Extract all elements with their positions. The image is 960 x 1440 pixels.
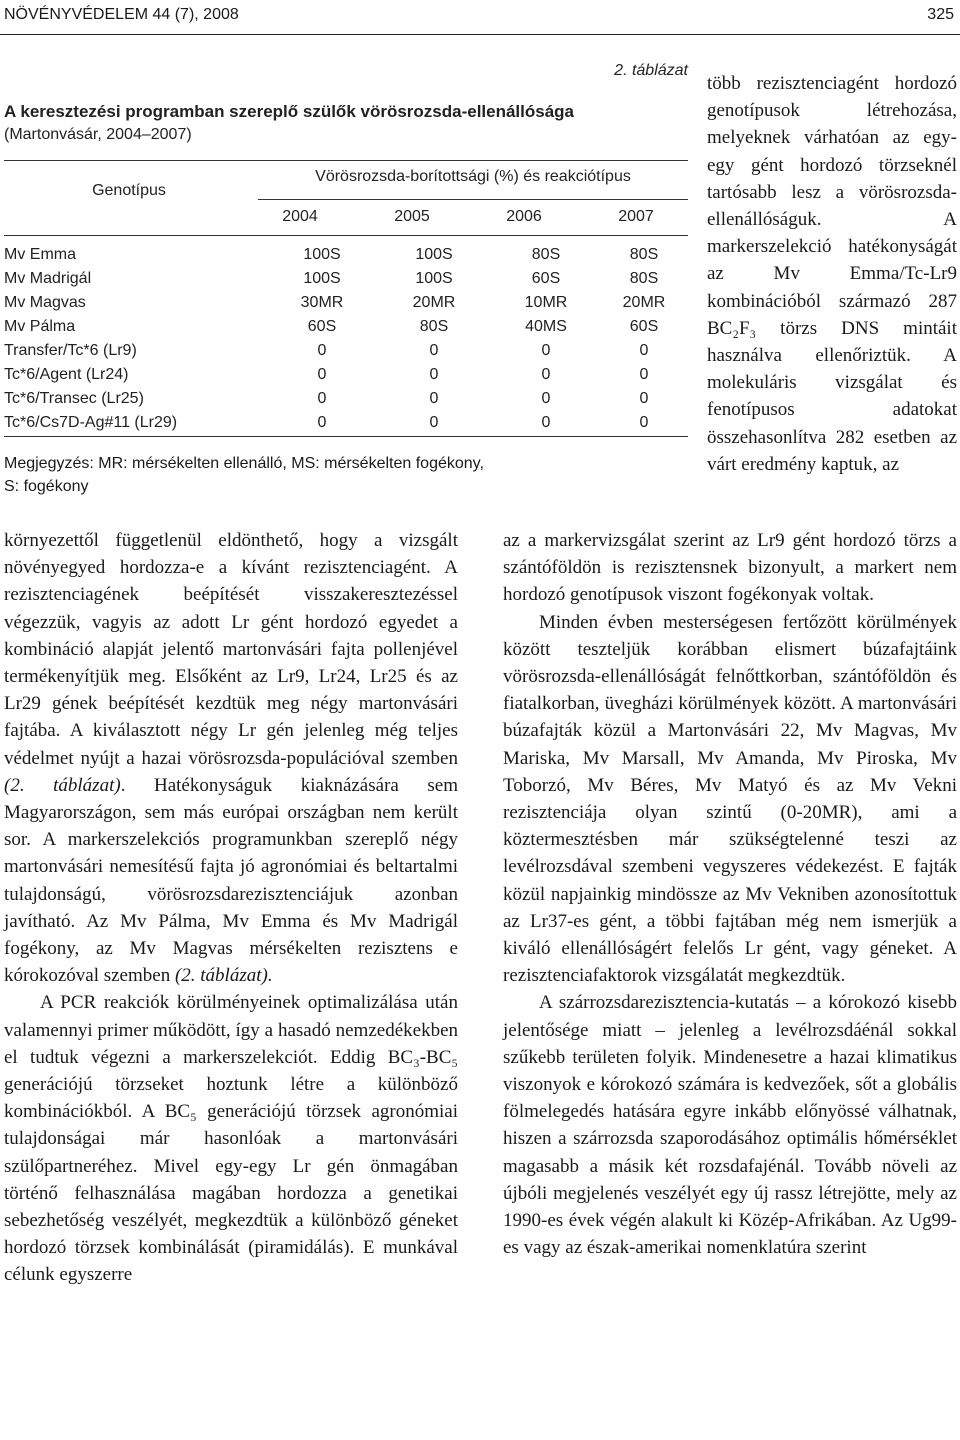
genotype-cell: Mv Pálma [4, 318, 76, 335]
header-year: 2004 [282, 208, 318, 225]
value-cell: 0 [639, 414, 649, 431]
table-reference: (2. táblázat). [174, 965, 273, 987]
value-cell: 60S [531, 270, 561, 287]
genotype-cell: Mv Magvas [4, 294, 86, 311]
value-cell: 30MR [300, 294, 344, 311]
header-genotype: Genotípus [92, 182, 166, 199]
table-row [4, 390, 688, 414]
value-cell: 100S [303, 246, 341, 263]
header-year: 2005 [394, 208, 430, 225]
text-run: környezettől függetlenül eldönthető, hogy a vizsgált növényegyed hordozza-e a kívánt rezisztenciagént. A rezisztenciagének beépítését visszakeresztezéssel végezzük, vagyis az adott Lr gént hordozó egyedet a kombináció alapját jelentő martonvásári fajta pollenjével termékenyítjük meg. Elsőként az Lr9, Lr24, Lr25 és az Lr29 gének beépítését kezdtük meg négy martonvásári fajtába. A kiválasztott négy Lr gén jelenleg még teljes védelmet nyújt a hazai vörösrozsda-populációval szemben [4, 530, 458, 769]
table-row [4, 342, 688, 366]
genotype-cell: Mv Madrigál [4, 270, 92, 287]
header-bottom-rule [4, 235, 688, 236]
value-cell: 80S [629, 246, 659, 263]
genotype-cell: Tc*6/Cs7D-Ag#11 (Lr29) [4, 414, 178, 431]
value-cell: 100S [415, 270, 453, 287]
page-number: 325 [927, 6, 954, 23]
value-cell: 100S [303, 270, 341, 287]
value-cell: 0 [429, 366, 439, 383]
value-cell: 0 [541, 414, 551, 431]
value-cell: 80S [419, 318, 449, 335]
table-bottom-rule [4, 436, 688, 437]
value-cell: 0 [429, 342, 439, 359]
paragraph: Minden évben mesterségesen fertőzött körülmények között teszteljük korábban elismert búzafajtáink vörösrozsda-ellenállóságát felnőttkorban, szántóföldön és fiatalkorban, üvegházi körülmények között. A martonvásári búzafajták közül a Martonvásári 22, Mv Magvas, Mv Mariska, Mv Marsall, Mv Amanda, Mv Piroska, Mv Toborzó, Mv Béres, Mv Matyó és az Mv Vekni rezisztenciája olyan szintű (0-20MR), ami a köztermesztésben már szükségtelenné teszi az levélrozsdával szembeni vegyszeres védekezést. E fajták közül napjainkig mindössze az Mv Vekniben azonosítottuk az Lr37-es gént, a többi fajtában még nem ismerjük a kiváló ellenállóságért felelős Lr gént, vagy géneket. A rezisztenciafaktorok vizsgálatát megkezdtük. [503, 611, 957, 987]
table-top-rule [4, 160, 688, 161]
right-column [503, 527, 957, 1261]
running-head [0, 0, 960, 35]
value-cell: 0 [317, 342, 327, 359]
table-title: A keresztezési programban szereplő szülők vörösrozsda-ellenállósága [4, 102, 575, 121]
value-cell: 100S [415, 246, 453, 263]
text-run: . Hatékonyságuk kiaknázására sem Magyarországon, sem más európai országban nem került sor. A markerszelekciós programunkban szereplő négy martonvásári nemesítésű fajta jó agronómiai és beltartalmi tulajdonságú, vörösrozsdarezisztenciájuk azonban javítható. Az Mv Pálma, Mv Emma és Mv Madrigál fogékony, az Mv Magvas mérsékelten rezisztens e kórokozóval szemben [4, 774, 458, 987]
header-year: 2007 [618, 208, 654, 225]
table-row [4, 318, 688, 342]
footnote-line: Megjegyzés: MR: mérsékelten ellenálló, MS: mérsékelten fogékony, [4, 455, 484, 472]
table-reference: (2. táblázat) [4, 774, 121, 796]
value-cell: 20MR [622, 294, 666, 311]
table-row [4, 246, 688, 270]
footnote-line: S: fogékony [4, 478, 89, 495]
table-subtitle: (Martonvásár, 2004–2007) [4, 126, 192, 143]
value-cell: 0 [317, 414, 327, 431]
journal-citation: NÖVÉNYVÉDELEM 44 (7), 2008 [4, 6, 239, 23]
left-column [4, 527, 458, 1289]
value-cell: 0 [541, 366, 551, 383]
value-cell: 40MS [525, 318, 567, 335]
table-number: 2. táblázat [614, 62, 688, 79]
value-cell: 80S [531, 246, 561, 263]
table-row [4, 294, 688, 318]
value-cell: 0 [541, 390, 551, 407]
value-cell: 20MR [412, 294, 456, 311]
paragraph: A PCR reakciók körülményeinek optimalizálása után valamennyi primer működött, így a hasadó nemzedékekben el tudtuk végezni a markerszelekciót. Eddig BC₃-BC₅ generációjú törzseket hoztunk létre a különböző kombinációkból. A BC₅ generációjú törzsek agronómiai tulajdonságai már hasonlóak a martonvásári szülőpartneréhez. Mivel egy-egy Lr gén önmagában történő felhasználása magában hordozza a genetikai sebezhetőség veszélyét, megkezdtük a különböző géneket hordozó törzsek kombinálását (piramidálás). E munkával célunk egyszerre [4, 992, 458, 1286]
genotype-cell: Mv Emma [4, 246, 76, 263]
value-cell: 0 [317, 390, 327, 407]
value-cell: 0 [317, 366, 327, 383]
genotype-cell: Tc*6/Agent (Lr24) [4, 366, 129, 383]
value-cell: 60S [307, 318, 337, 335]
value-cell: 80S [629, 270, 659, 287]
value-cell: 0 [429, 390, 439, 407]
paragraph: több rezisztenciagént hordozó genotípusok létrehozása, melyeknek várhatóan az egy-egy gént hordozó törzseknél tartósabb lesz a vörösrozsda-ellenállóságuk. A markerszelekció hatékonyságát az Mv Emma/Tc-Lr9 kombinációból származó 287 BC₂F₃ törzs DNS mintáit használva ellenőriztük. A molekuláris vizsgálat és fenotípusos adatokat összehasonlítva 282 esetben az várt eredmény kaptuk, az [707, 73, 957, 475]
table-footnote [4, 452, 594, 498]
value-cell: 0 [541, 342, 551, 359]
paragraph: A szárrozsdarezisztencia-kutatás – a kórokozó kisebb jelentősége miatt – jelenleg a levélrozsdáénál sokkal szűkebb területen folyik. Mindenesetre a hazai klimatikus viszonyok e kórokozó számára is kedvezőek, sőt a globális fölmelegedés hatására egyre inkább előnyössé válhatnak, hiszen a szárrozsda szaporodásához optimális hőmérséklet magasabb a másik két rozsdafajénál. Tovább növeli az újbóli megjelenés veszélyét egy új rassz létrejötte, mely az 1990-es évek végén alakult ki Közép-Afrikában. Az Ug99-es vagy az észak-amerikai nomenklatúra szerint [503, 992, 957, 1259]
header-year: 2006 [506, 208, 542, 225]
paragraph [4, 527, 458, 989]
value-cell: 0 [429, 414, 439, 431]
value-cell: 0 [639, 366, 649, 383]
value-cell: 0 [639, 342, 649, 359]
right-column-top-text [707, 70, 957, 478]
value-cell: 60S [629, 318, 659, 335]
header-group-rule [258, 199, 688, 200]
value-cell: 10MR [524, 294, 568, 311]
paragraph: az a markervizsgálat szerint az Lr9 gént hordozó törzs a szántóföldön is rezisztensnek bizonyult, a markert nem hordozó genotípusok viszont fogékonyak voltak. [503, 530, 957, 606]
table-row [4, 414, 688, 438]
value-cell: 0 [639, 390, 649, 407]
table-row [4, 366, 688, 390]
header-rust-coverage: Vörösrozsda-borítottsági (%) és reakciótípus [315, 168, 631, 185]
genotype-cell: Transfer/Tc*6 (Lr9) [4, 342, 137, 359]
table-row [4, 270, 688, 294]
genotype-cell: Tc*6/Transec (Lr25) [4, 390, 144, 407]
